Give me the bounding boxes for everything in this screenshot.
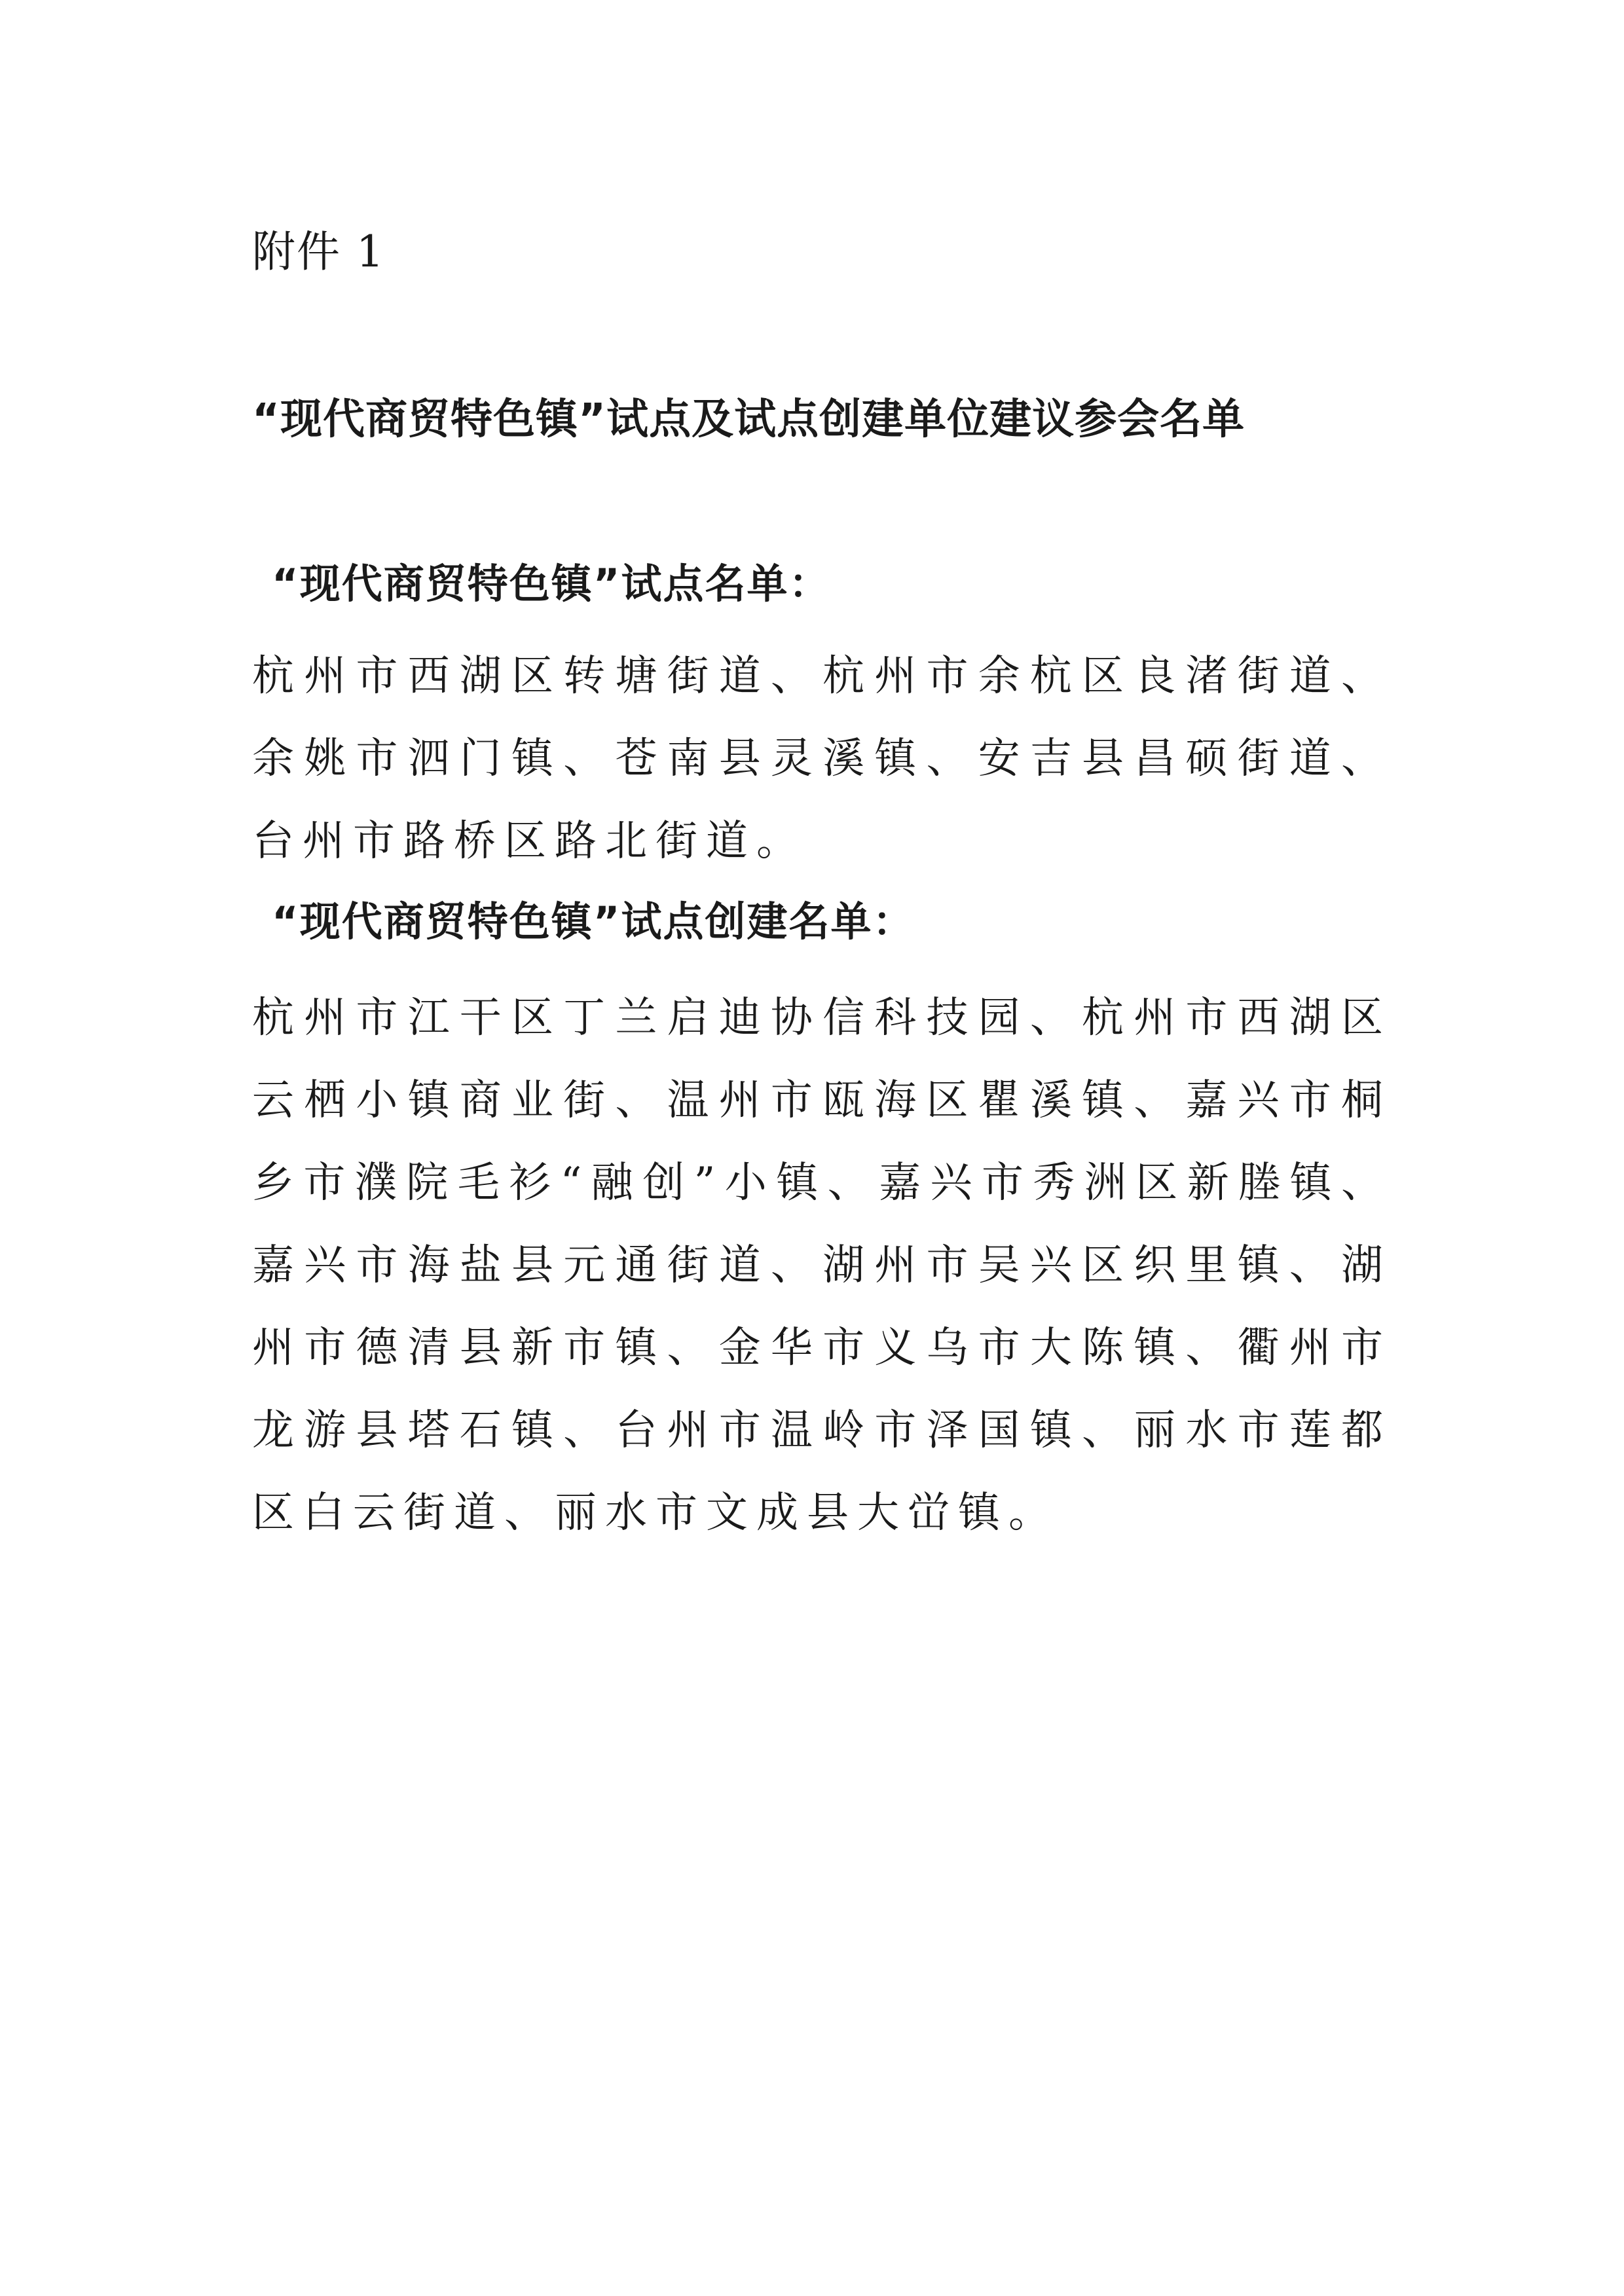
pilot-creation-list-section bbox=[252, 896, 1392, 1554]
pilot-creation-list-heading: “现代商贸特色镇”试点创建名单： bbox=[272, 898, 915, 945]
pilot-list-heading: “现代商贸特色镇”试点名单： bbox=[272, 560, 831, 608]
document-title: “现代商贸特色镇”试点及试点创建单位建议参会名单 bbox=[252, 395, 1246, 444]
pilot-list-section bbox=[252, 558, 1392, 883]
pilot-list-body: 杭州市西湖区转塘街道、杭州市余杭区良渚街道、余姚市泗门镇、苍南县灵溪镇、安吉县昌硕街道、台州市路桥区路北街道。 bbox=[252, 652, 1392, 866]
attachment-label: 附件 1 bbox=[252, 227, 385, 277]
pilot-creation-list-body: 杭州市江干区丁兰启迪协信科技园、杭州市西湖区云栖小镇商业街、温州市瓯海区瞿溪镇、嘉兴市桐乡市濮院毛衫“融创”小镇、嘉兴市秀洲区新塍镇、嘉兴市海盐县元通街道、湖州市吴兴区织里镇、湖州市德清县新市镇、金华市义乌市大陈镇、衢州市龙游县塔石镇、台州市温岭市泽国镇、丽水市莲都区白云街道、丽水市文成县大峃镇。 bbox=[252, 994, 1392, 1537]
